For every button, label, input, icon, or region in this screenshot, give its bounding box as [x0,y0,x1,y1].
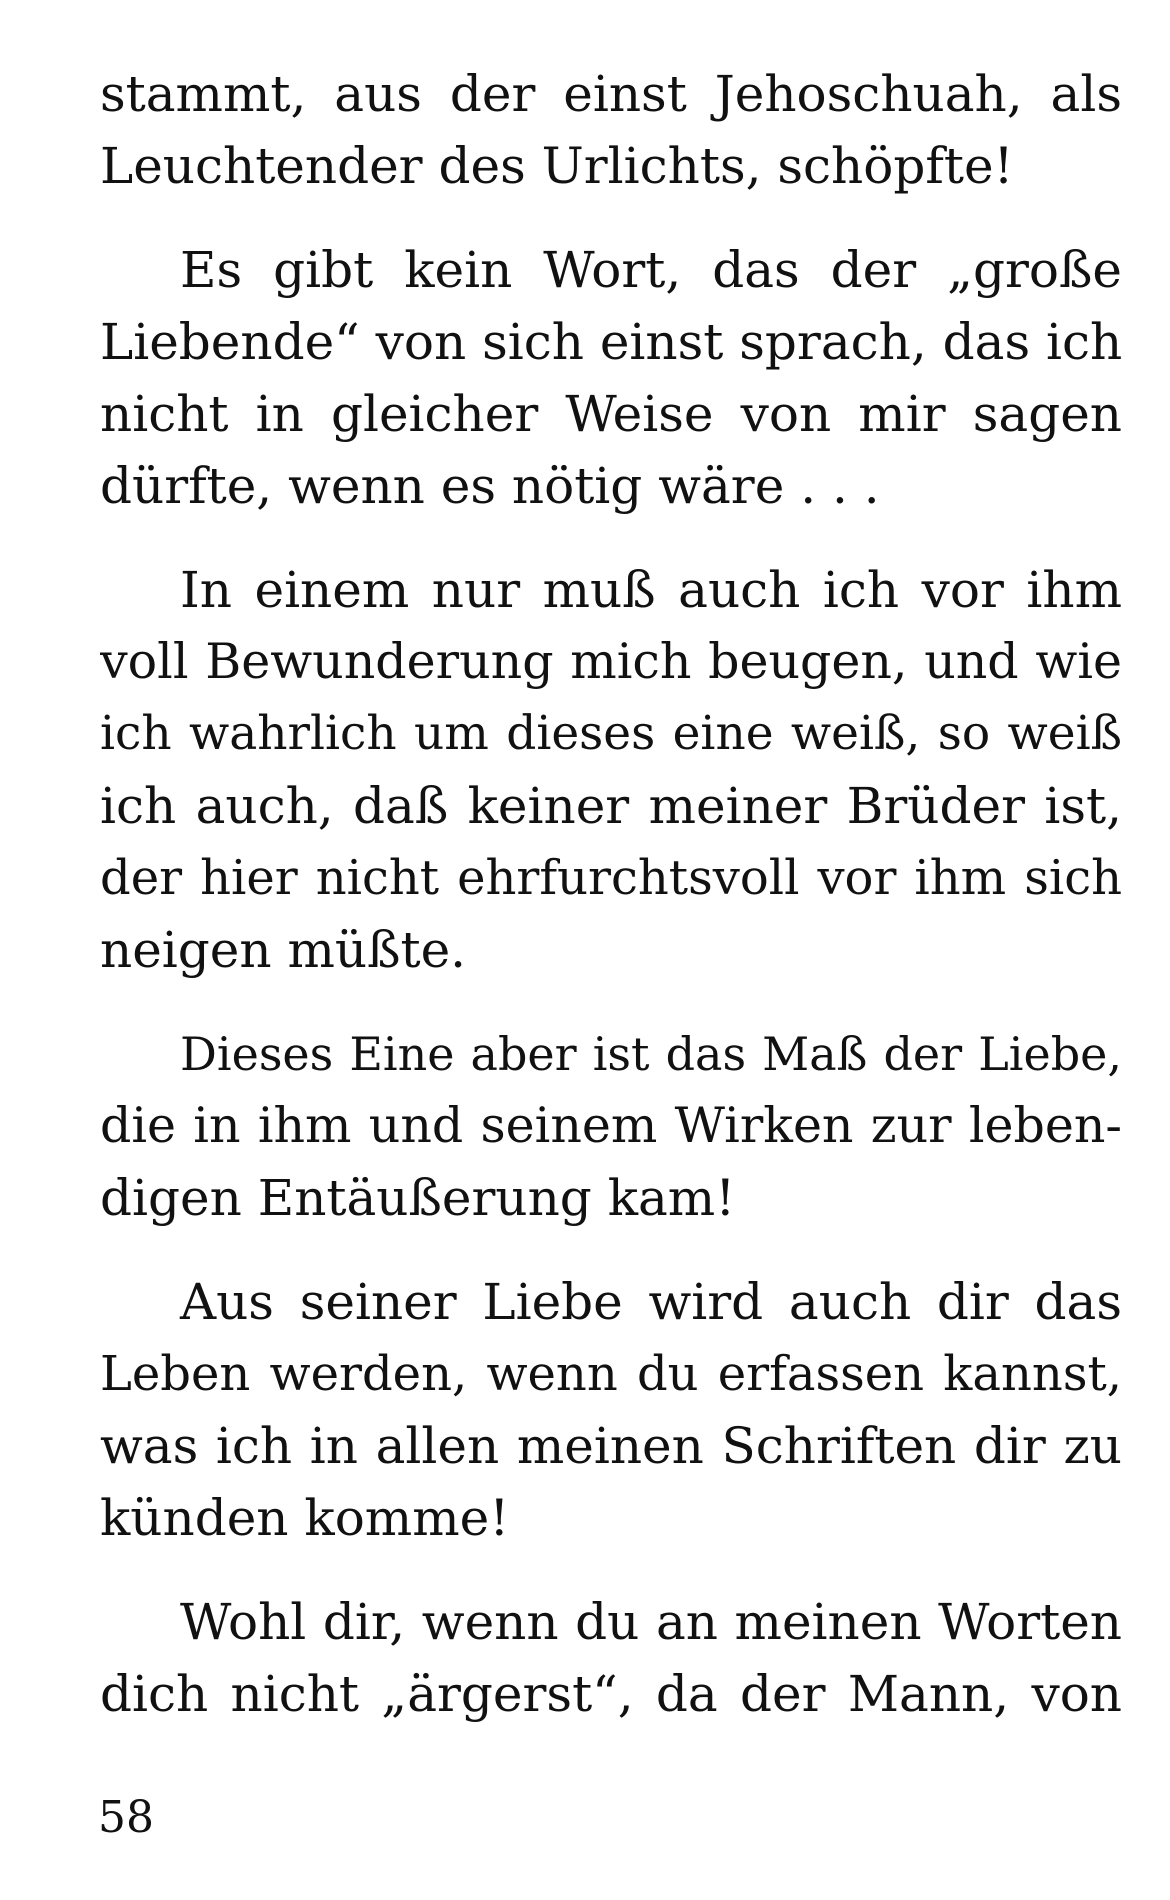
text-line: dürfte, wenn es nötig wäre . . . [100,457,880,515]
text-line: nicht in gleicher Weise von mir sagen [100,385,1122,443]
text-line: Aus seiner Liebe wird auch dir das [180,1273,1122,1331]
text-line: Leuchtender des Urlichts, schöpfte! [100,137,1014,195]
body-text [100,58,1122,1730]
text-line: Liebende“ von sich einst sprach, das ich [100,313,1122,371]
paragraph-5 [100,1266,1122,1554]
text-line: In einem nur muß auch ich vor ihm [180,561,1122,619]
text-line: der hier nicht ehrfurchtsvoll vor ihm sich [100,850,1122,906]
text-line: ich auch, daß keiner meiner Brüder ist, [100,777,1122,835]
paragraph-3 [100,554,1122,986]
text-line: die in ihm und seinem Wirken zur leben- [100,1097,1122,1154]
text-line: Es gibt kein Wort, das der „große [180,241,1122,299]
page-number: 58 [98,1792,154,1843]
text-line: was ich in allen meinen Schriften dir zu [100,1417,1122,1475]
text-line: künden komme! [100,1489,510,1547]
text-line: dich nicht „ärgerst“, da der Mann, von [100,1665,1122,1723]
text-line: digen Entäußerung kam! [100,1169,736,1227]
paragraph-2 [100,234,1122,522]
text-line: voll Bewunderung mich beugen, und wie [100,633,1122,690]
text-line: Wohl dir, wenn du an meinen Worten [180,1593,1122,1651]
text-line: Leben werden, wenn du erfassen kannst, [100,1346,1122,1402]
text-line: Dieses Eine aber ist das Maß der Liebe, [180,1027,1122,1081]
text-line: stammt, aus der einst Jehoschuah, als [100,65,1122,123]
paragraph-4 [100,1018,1122,1234]
text-line: neigen müßte. [100,921,467,979]
paragraph-1 [100,58,1122,202]
paragraph-6 [100,1586,1122,1730]
text-line: ich wahrlich um dieses eine weiß, so weiß [100,706,1122,761]
